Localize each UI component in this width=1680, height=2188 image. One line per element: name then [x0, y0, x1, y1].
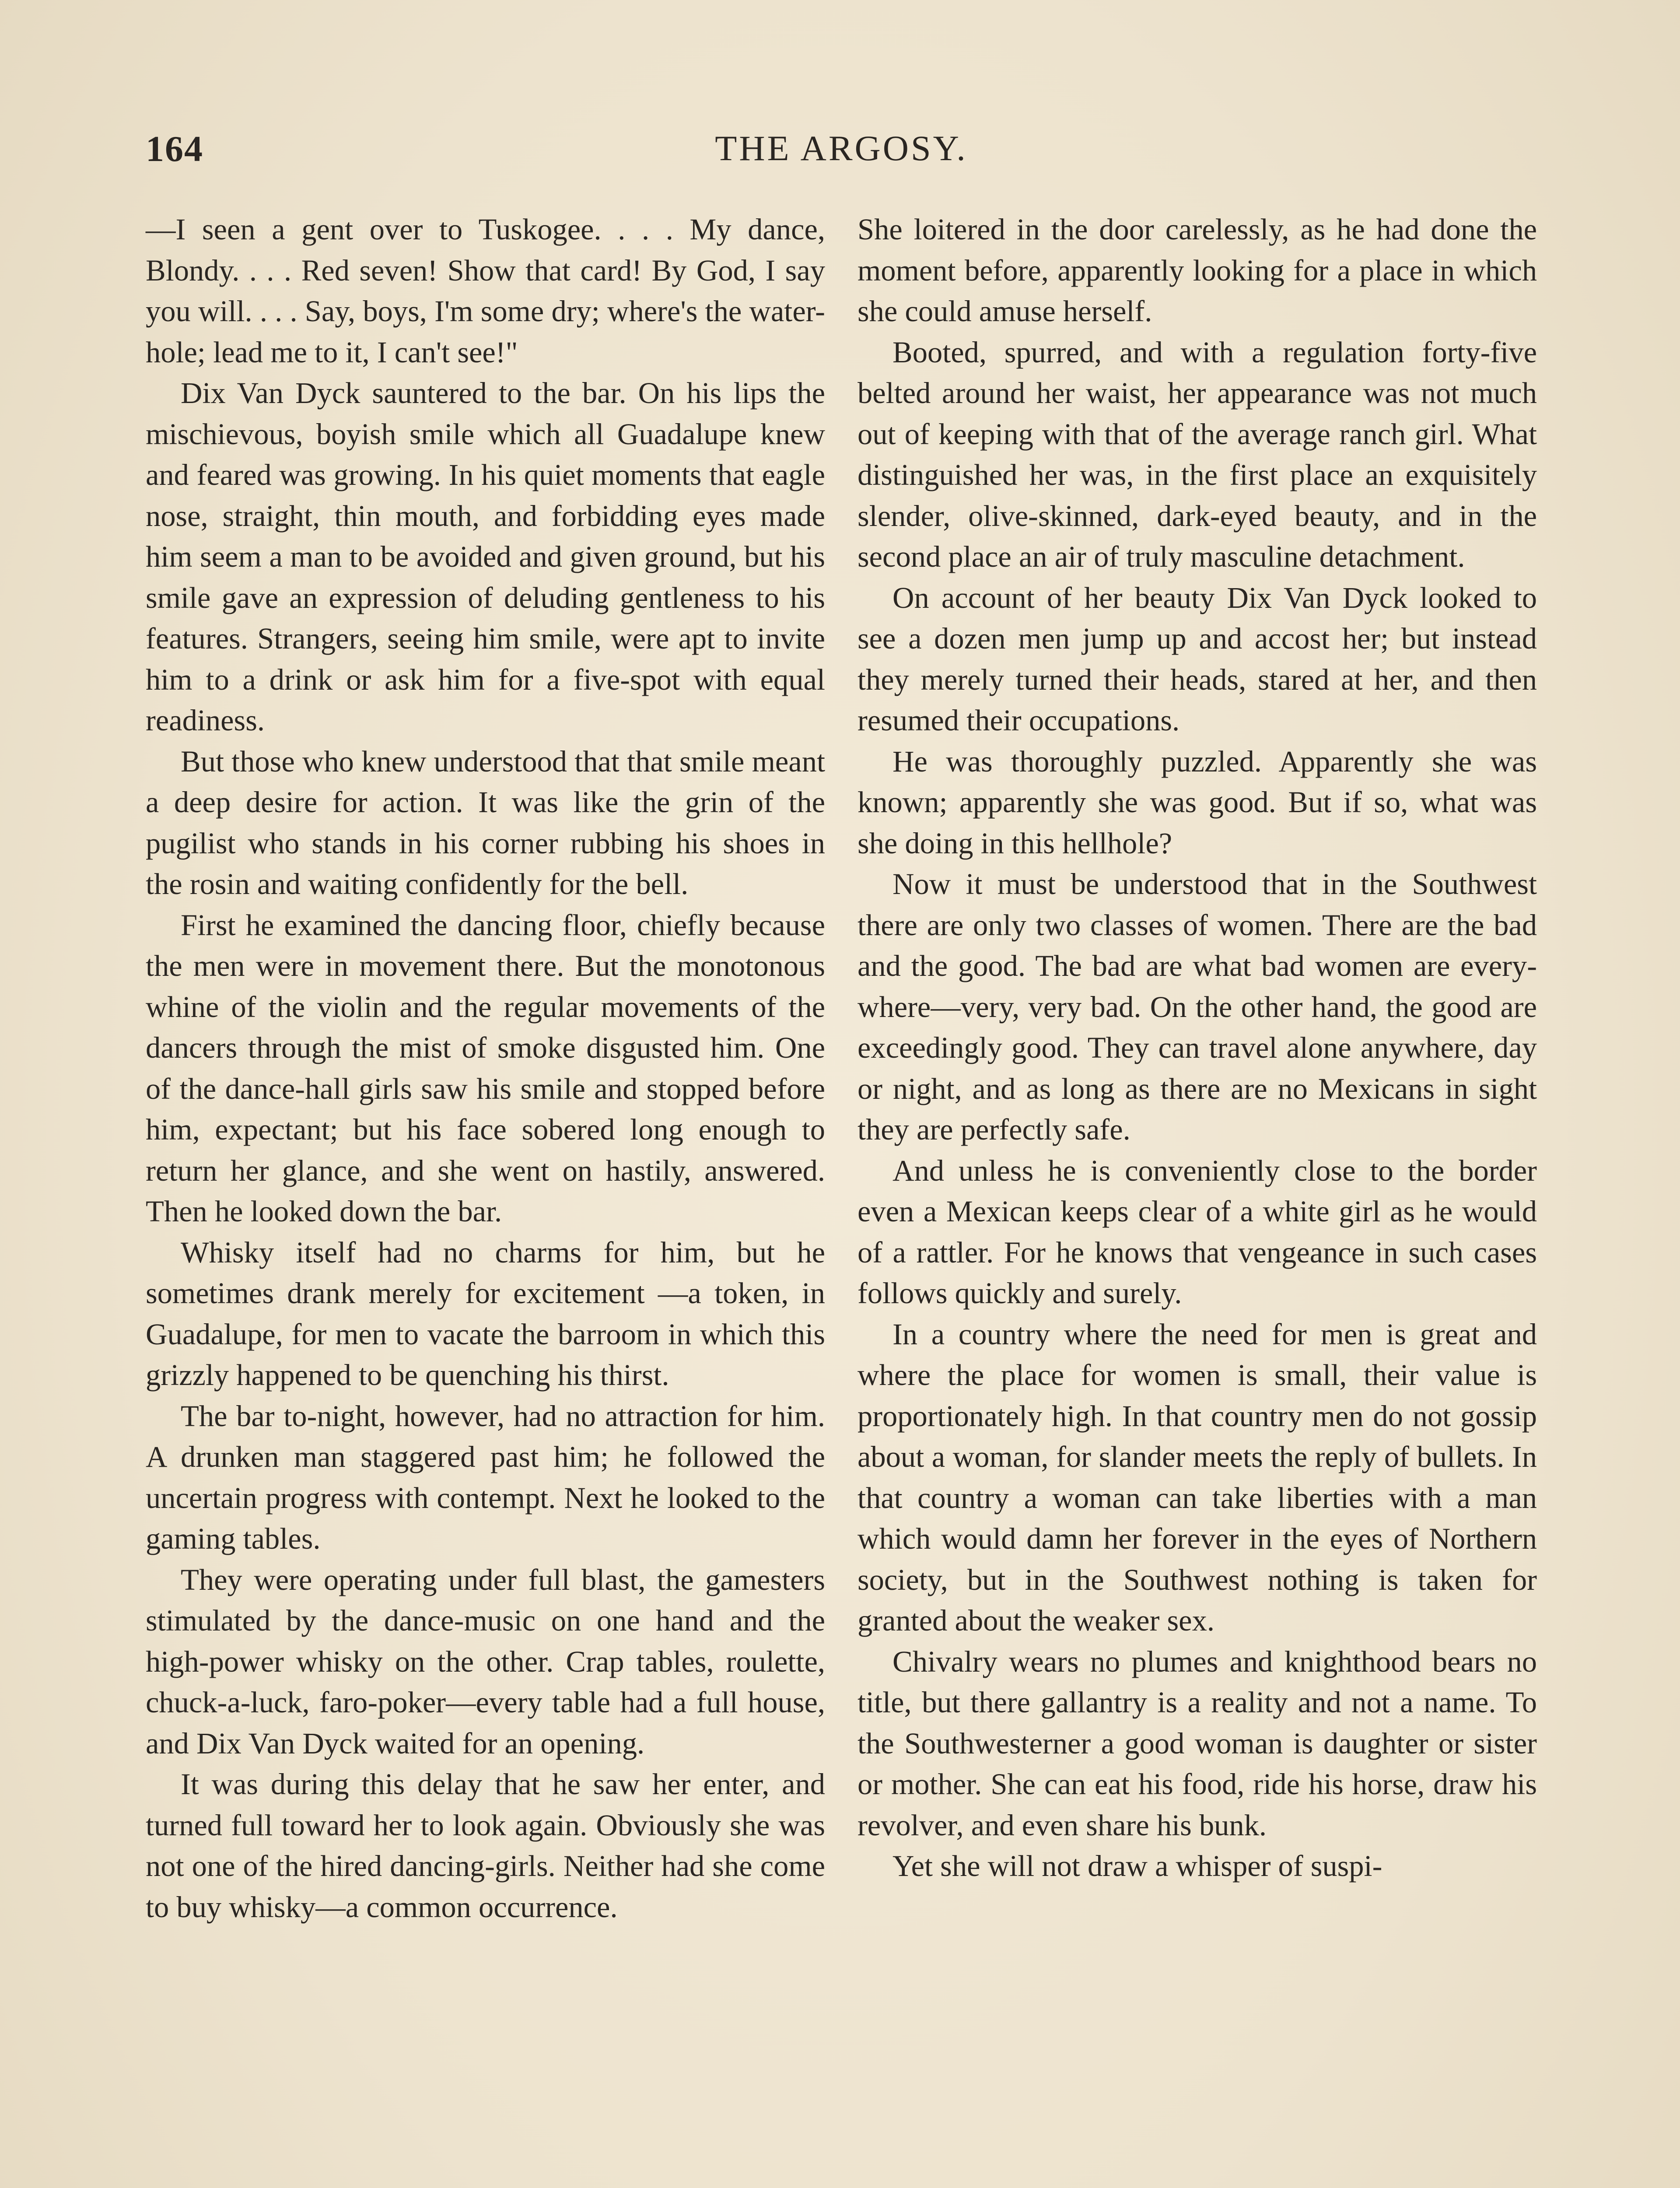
left-column [146, 209, 825, 1928]
paragraph: In a country where the need for men is great and where the place for women is small, their value is proportionately high. In that country men do not gossip about a woman, for slander meets the reply of bullets. In that country a woman can take liberties with a man which would damn her forever in the eyes of Northern society, but in the Southwest nothing is taken for granted about the weaker sex. [858, 1317, 1537, 1637]
page-number: 164 [146, 129, 203, 169]
paragraph: First he examined the dancing floor, chiefly because the men were in movement there. But the monotonous whine of the violin and the regular movements of the dancers through the mist of smoke disgusted him. One of the dance-hall girls saw his smile and stopped before him, expectant; but his face sobered long enough to return her glance, and she went on hastily, answered. Then he looked down the bar. [146, 908, 825, 1228]
paragraph: She loitered in the door carelessly, as he had done the moment before, apparently looking for a place in which she could amuse herself. [858, 213, 1537, 328]
paragraph: Whisky itself had no charms for him, but he sometimes drank merely for excitement —a token, in Guadalupe, for men to vacate the barroom in which this grizzly happened to be quenching his thirst. [146, 1235, 825, 1392]
paragraph: Dix Van Dyck sauntered to the bar. On his lips the mischievous, boyish smile which all Guadalupe knew and feared was growing. In his quiet moments that eagle nose, straight, thin mouth, and forbidding eyes made him seem a man to be avoided and given ground, but his smile gave an expression of deluding gentleness to his features. Strangers, seeing him smile, were apt to invite him to a drink or ask him for a five-spot with equal readiness. [146, 376, 825, 737]
paragraph: They were operating under full blast, the gamesters stimulated by the dance-music on one hand and the high-power whisky on the other. Crap tables, roulette, chuck-a-luck, faro-poker—every table had a full house, and Dix Van Dyck waited for an opening. [146, 1563, 825, 1760]
paragraph: It was during this delay that he saw her enter, and turned full toward her to look again. Obviously she was not one of the hired dancing-girls. Neither had she come to buy whisky—a common occurrence. [146, 1767, 825, 1924]
paragraph: Chivalry wears no plumes and knighthood bears no title, but there gallantry is a reality and not a name. To the Southwesterner a good woman is daughter or sister or mother. She can eat his food, ride his horse, draw his revolver, and even share his bunk. [858, 1645, 1537, 1842]
page-header [146, 128, 1537, 176]
paragraph: Booted, spurred, and with a regulation forty-five belted around her waist, her appearance was not much out of keeping with that of the average ranch girl. What distinguished her was, in the first place an exquisitely slender, olive-skinned, dark-eyed beauty, and in the second place an air of truly masculine detachment. [858, 335, 1537, 573]
paragraph: Now it must be understood that in the Southwest there are only two classes of women. There are the bad and the good. The bad are what bad women are everywhere—very, very bad. On the other hand, the good are exceedingly good. They can travel alone anywhere, day or night, and as long as there are no Mexicans in sight they are perfectly safe. [858, 867, 1537, 1146]
paragraph: On account of her beauty Dix Van Dyck looked to see a dozen men jump up and accost her; but instead they merely turned their heads, stared at her, and then resumed their occupations. [858, 581, 1537, 737]
paragraph: And unless he is conveniently close to the border even a Mexican keeps clear of a white girl as he would of a rattler. For he knows that vengeance in such cases follows quickly and surely. [858, 1154, 1537, 1310]
running-title: THE ARGOSY. [715, 128, 968, 168]
right-column [858, 209, 1537, 1887]
paragraph: The bar to-night, however, had no attraction for him. A drunken man staggered past him; he followed the uncertain progress with contempt. Next he looked to the gaming tables. [146, 1399, 825, 1555]
paragraph: But those who knew understood that that smile meant a deep desire for action. It was like the grin of the pugilist who stands in his corner rubbing his shoes in the rosin and waiting confidently for the bell. [146, 744, 825, 901]
paragraph: He was thoroughly puzzled. Apparently she was known; apparently she was good. But if so, what was she doing in this hellhole? [858, 744, 1537, 860]
paragraph: —I seen a gent over to Tuskogee. . . . My dance, Blondy. . . . Red seven! Show that card! By God, I say you will. . . . Say, boys, I'm some dry; where's the water-hole; lead me to it, I can't see!" [146, 213, 825, 369]
paragraph: Yet she will not draw a whisper of suspi- [892, 1849, 1382, 1883]
